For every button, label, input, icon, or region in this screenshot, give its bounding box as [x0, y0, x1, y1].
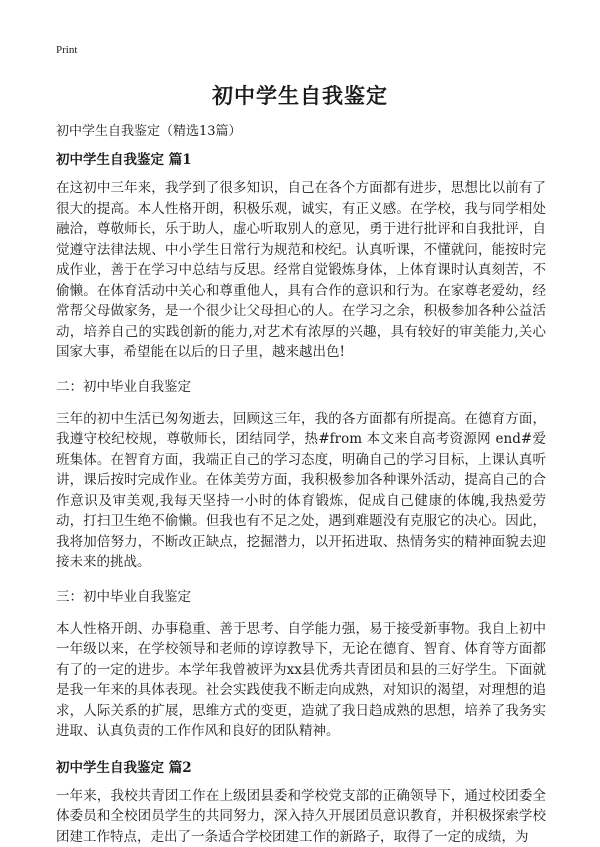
- section-paragraph-1: 在这初中三年来，我学到了很多知识，自己在各个方面都有进步，思想比以前有了很大的提高。本人性格开朗，积极乐观，诚实，有正义感。在学校，我与同学相处融洽，尊敬师长，乐于助人，虚心听取别人的意见，勇于进行批评和自我批评，自觉遵守法律法规、中小学生日常行为规范和校纪。认真听课，不懂就问，能按时完成作业，善于在学习中总结与反思。经常自觉锻炼身体，上体育课时认真刻苦，不偷懒。在体育活动中关心和尊重他人，具有合作的意识和行为。在家尊老爱幼，经常帮父母做家务，是一个很少让父母担心的人。在学习之余，积极参加各种公益活动，培养自己的实践创新的能力,对艺术有浓厚的兴趣，具有较好的审美能力,关心国家大事，希望能在以后的日子里，越来越出色!: [56, 178, 546, 363]
- print-link[interactable]: Print: [56, 44, 77, 56]
- document-title: 初中学生自我鉴定: [0, 80, 600, 110]
- section-heading-2: 二：初中毕业自我鉴定: [56, 375, 546, 395]
- section-gap: [56, 742, 546, 756]
- document-subtitle: 初中学生自我鉴定（精选13篇）: [56, 120, 242, 139]
- section-paragraph-2: 三年的初中生活已匆匆逝去，回顾这三年，我的各方面都有所提高。在德育方面，我遵守校纪校规，尊敬师长，团结同学，热#from 本文来自高考资源网 end#爱班集体。在智育方面，我端正自己的学习态度，明确自己的学习目标，上课认真听讲，课后按时完成作业。在体美劳方面，我积极参加各种课外活动，提高自己的合作意识及审美观,我每天坚持一小时的体育锻炼，促成自己健康的体魄,我热爱劳动，打扫卫生绝不偷懒。但我也有不足之处，遇到难题没有克服它的决心。因此，我将加倍努力，不断改正缺点，挖掘潜力，以开拓进取、热情务实的精神面貌去迎接未来的挑战。: [56, 409, 546, 573]
- section-heading-1: 初中学生自我鉴定 篇1: [56, 148, 546, 168]
- section-heading-3: 三：初中毕业自我鉴定: [56, 585, 546, 605]
- section-heading-4: 初中学生自我鉴定 篇2: [56, 756, 546, 776]
- document-body: [56, 148, 546, 847]
- section-paragraph-3: 本人性格开朗、办事稳重、善于思考、自学能力强，易于接受新事物。我自上初中一年级以来，在学校领导和老师的谆谆教导下，无论在德育、智育、体育等方面都有了的一定的进步。本学年我曾被评为xx县优秀共青团员和县的三好学生。下面就是我一年来的具体表现。社会实践使我不断走向成熟，对知识的渴望，对理想的追求，人际关系的扩展，思维方式的变更，造就了我日趋成熟的思想，培养了我务实进取、认真负责的工作作风和良好的团队精神。: [56, 619, 546, 742]
- section-paragraph-4: 一年来，我校共青团工作在上级团县委和学校党支部的正确领导下，通过校团委全体委员和全校团员学生的共同努力，深入持久开展团员意识教育，并积极探索学校团建工作特点，走出了一条适合学校团建工作的新路子，取得了一定的成绩，为: [56, 786, 546, 847]
